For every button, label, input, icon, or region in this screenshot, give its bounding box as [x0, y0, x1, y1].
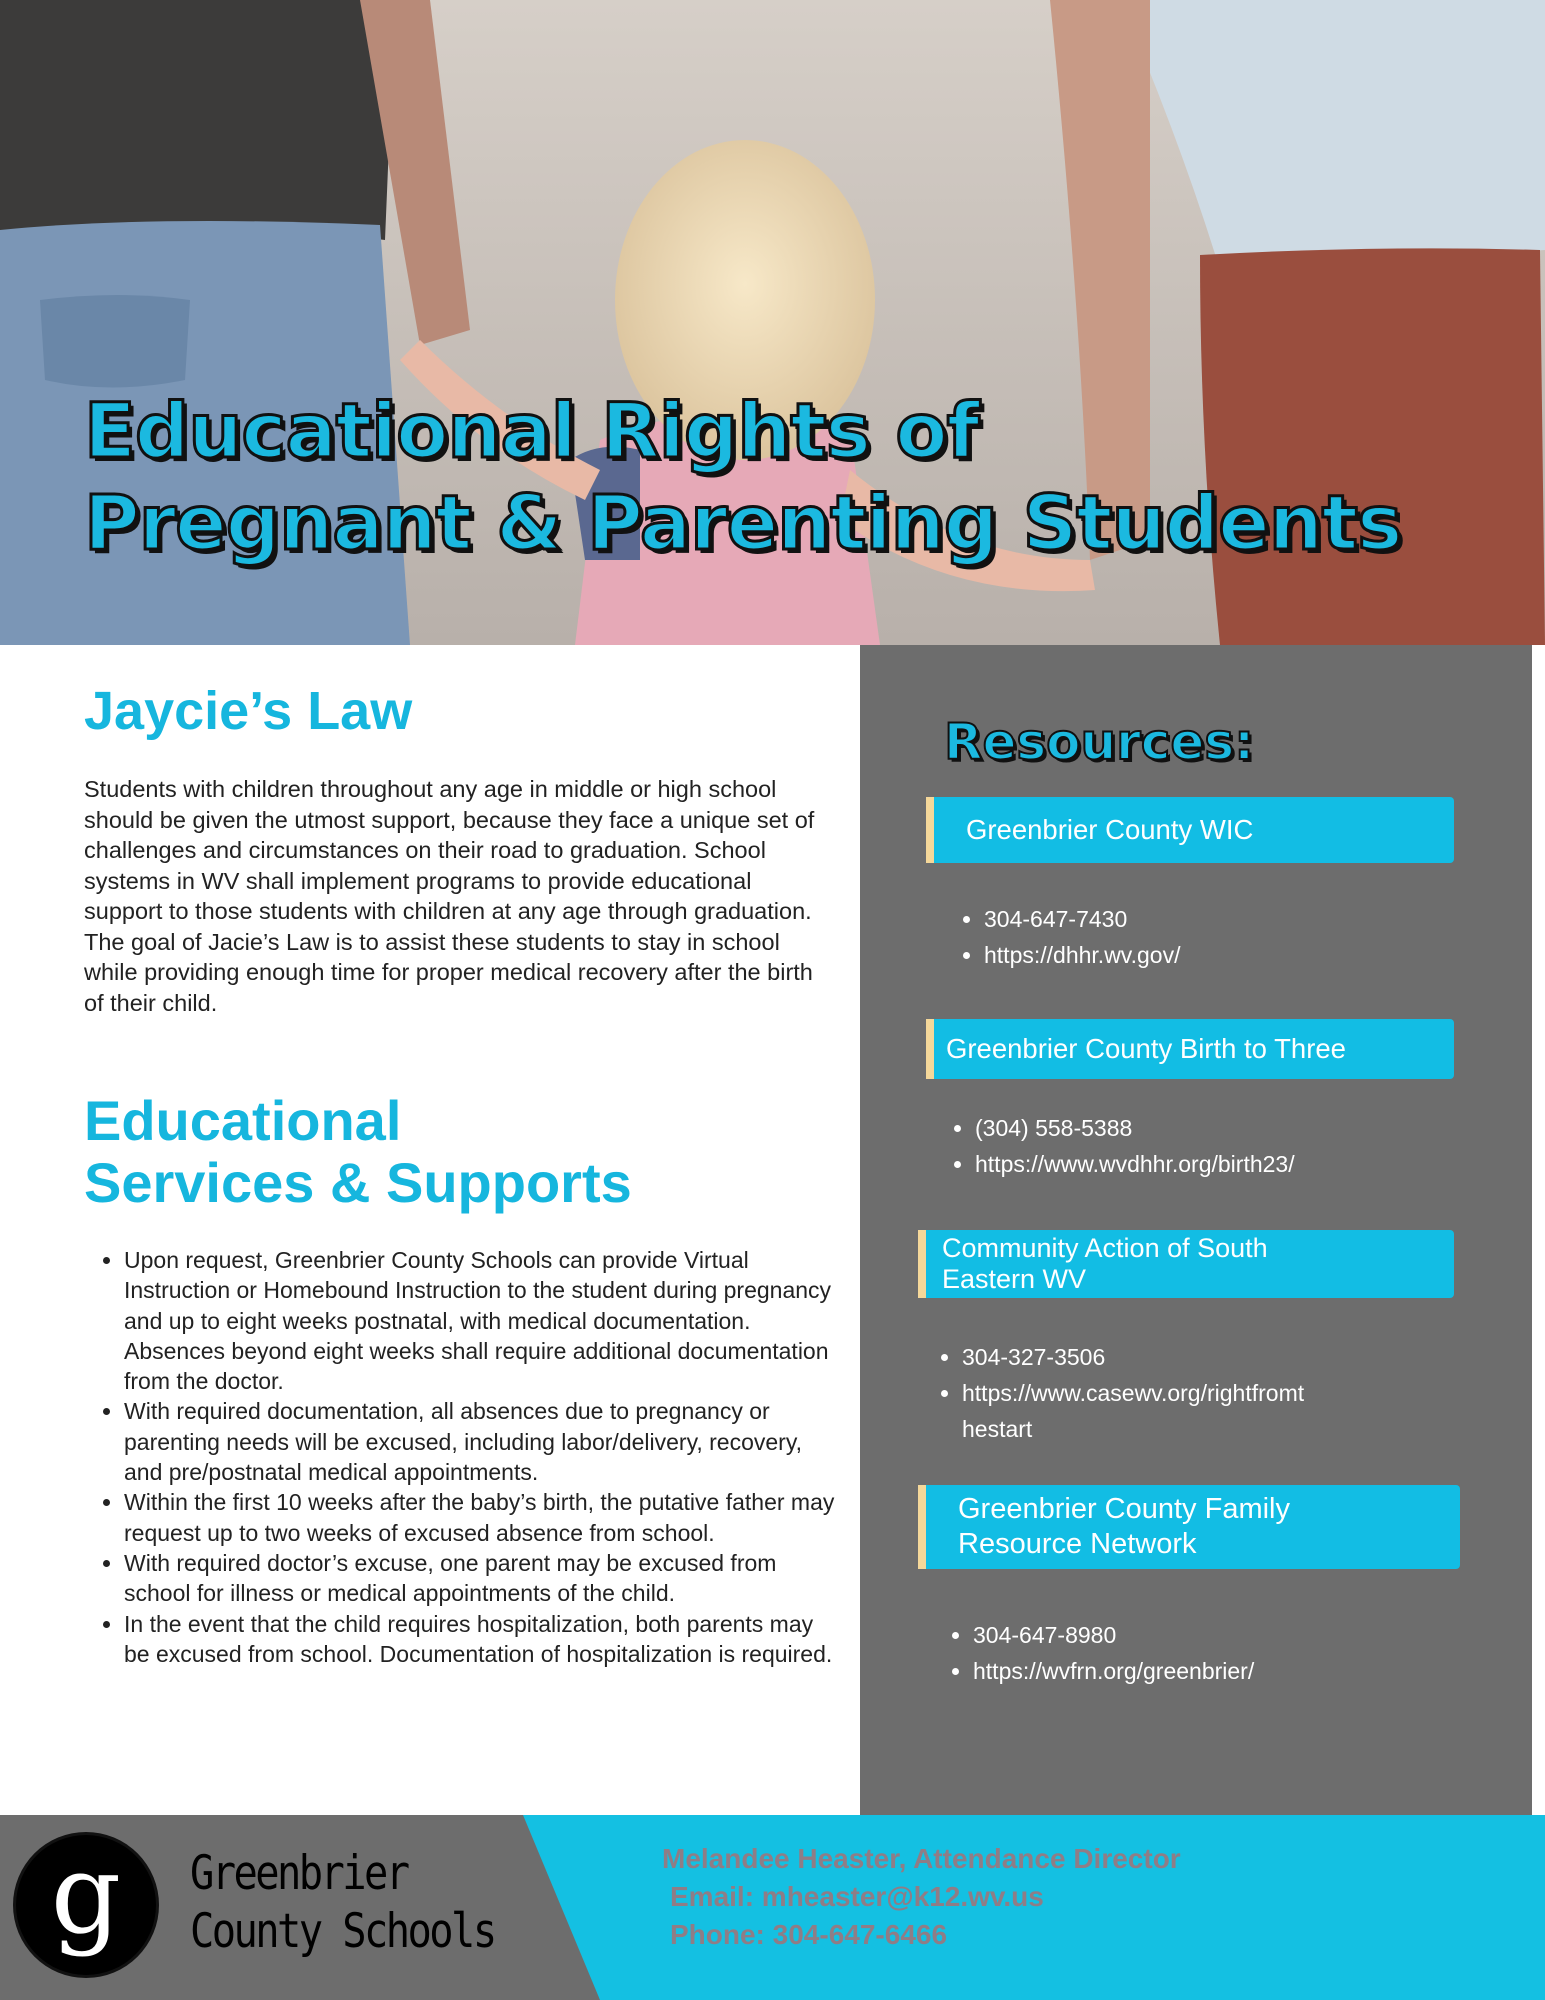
resource-community-action-header — [918, 1230, 1454, 1298]
resources-panel — [860, 645, 1532, 1815]
footer — [0, 1815, 1545, 2000]
resource-link[interactable]: • https://www.wvdhhr.org/birth23/ — [975, 1146, 1295, 1182]
resource-name-line-1: Community Action of South — [942, 1233, 1268, 1263]
title-line-2: Pregnant & Parenting Students — [84, 478, 1402, 567]
services-list — [84, 1245, 836, 1669]
resource-phone[interactable]: • 304-327-3506 — [962, 1339, 1304, 1375]
resource-wic-header — [926, 797, 1454, 863]
page-title — [84, 385, 1401, 569]
resource-name-line-1: Greenbrier County Family — [958, 1493, 1290, 1525]
contact-email[interactable]: Email: mheaster@k12.wv.us — [670, 1881, 1044, 1912]
resource-link[interactable]: • https://dhhr.wv.gov/ — [984, 937, 1180, 973]
resource-family-network-header — [918, 1485, 1460, 1569]
school-name-line-1: Greenbrier — [190, 1846, 408, 1901]
jaycies-law-body: Students with children throughout any age in middle or high school should be given the utmost support, because they face a unique set of challenges and circumstances on their road to graduation. School systems in WV shall implement programs to provide educational support to those students with children at any age through graduation. The goal of Jacie’s Law is to assist these students to stay in school while providing enough time for proper medical recovery after the birth of their child. — [84, 776, 815, 1016]
resource-community-action-details — [934, 1339, 1304, 1447]
resource-name-line-2: Resource Network — [958, 1528, 1197, 1560]
resource-birth-to-three-details — [947, 1110, 1295, 1182]
list-item: • In the event that the child requires hospitalization, both parents may be excused from school. Documentation of hospitalization is required. — [124, 1609, 836, 1670]
resources-heading: Resources: — [944, 713, 1255, 771]
resource-link[interactable]: • https://wvfrn.org/greenbrier/ — [973, 1653, 1254, 1689]
list-item: • With required doctor’s excuse, one parent may be excused from school for illness or medical appointments of the child. — [124, 1548, 836, 1609]
resource-link-line-1[interactable]: • https://www.casewv.org/rightfromt — [962, 1380, 1305, 1406]
resource-family-network-details — [945, 1617, 1254, 1689]
list-item: • Within the first 10 weeks after the baby’s birth, the putative father may request up to two weeks of excused absence from school. — [124, 1487, 836, 1548]
list-item: • Upon request, Greenbrier County Schools can provide Virtual Instruction or Homebound Instruction to the student during pregnancy and up to eight weeks postnatal, with medical documentation. Absences beyond eight weeks shall require additional documentation from the doctor. — [124, 1245, 836, 1396]
contact-info — [662, 1840, 1181, 1954]
resource-link[interactable] — [962, 1375, 1304, 1447]
resource-phone[interactable]: • (304) 558-5388 — [975, 1110, 1295, 1146]
resource-phone[interactable]: • 304-647-7430 — [984, 901, 1180, 937]
jaycies-law-heading: Jaycie’s Law — [84, 681, 413, 741]
resource-birth-to-three-header — [926, 1019, 1454, 1079]
list-item: • With required documentation, all absences due to pregnancy or parenting needs will be excused, including labor/delivery, recovery, and pre/postnatal medical appointments. — [124, 1396, 836, 1487]
services-heading — [84, 1090, 632, 1214]
resource-wic-details — [956, 901, 1180, 973]
contact-phone[interactable]: Phone: 304-647-6466 — [670, 1919, 948, 1950]
title-line-1: Educational Rights of — [84, 386, 979, 475]
logo-letter: g — [50, 1830, 122, 1958]
resource-phone[interactable]: • 304-647-8980 — [973, 1617, 1254, 1653]
resource-name: Greenbrier County WIC — [966, 814, 1254, 845]
hero-banner — [0, 0, 1545, 645]
school-name-line-2: County Schools — [190, 1904, 495, 1959]
services-heading-line-1: Educational — [84, 1089, 402, 1152]
resource-link-line-2[interactable]: hestart — [962, 1416, 1033, 1442]
resource-name-line-2: Eastern WV — [942, 1264, 1087, 1294]
contact-name: Melandee Heaster, Attendance Director — [662, 1843, 1181, 1874]
resource-name: Greenbrier County Birth to Three — [946, 1033, 1346, 1064]
services-heading-line-2: Services & Supports — [84, 1151, 632, 1214]
school-logo — [16, 1830, 156, 1975]
school-name — [190, 1845, 495, 1961]
